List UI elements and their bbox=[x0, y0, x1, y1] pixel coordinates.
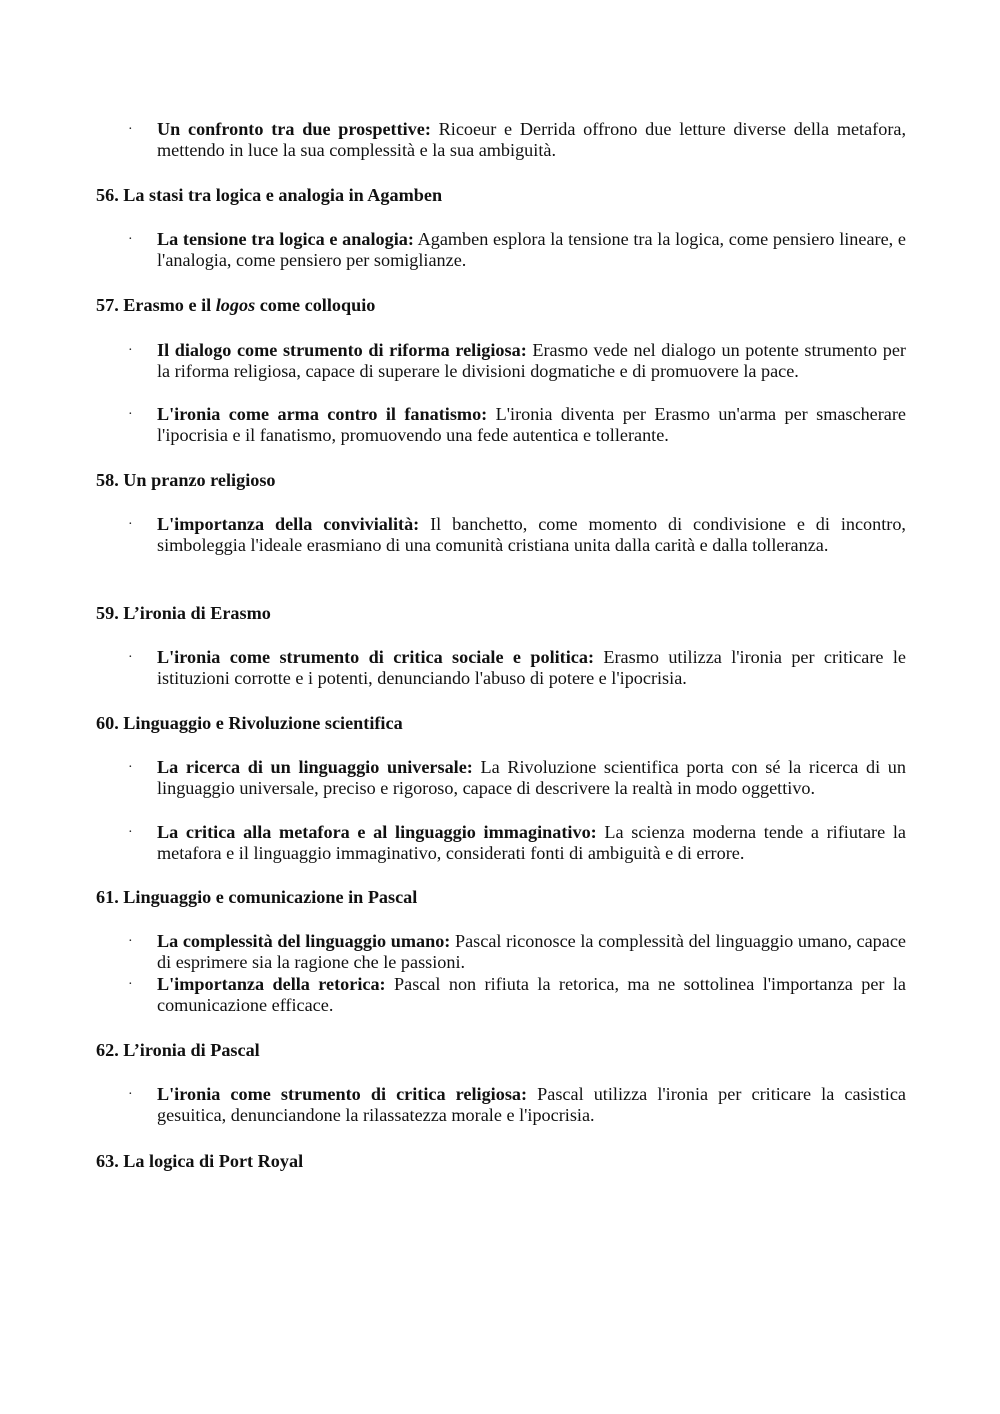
list-item-text bbox=[157, 757, 906, 799]
section-heading-59: 59. L’ironia di Erasmo bbox=[96, 603, 271, 623]
list-item-body: L'ironia diventa per Erasmo un'arma per smascherare l'ipocrisia e il fanatismo, promuovendo una fede autentica e tollerante. bbox=[157, 404, 907, 445]
list-item-term: La complessità del linguaggio umano: bbox=[157, 931, 451, 951]
list-item-term: La ricerca di un linguaggio universale: bbox=[157, 757, 473, 777]
list-item-body: Erasmo utilizza l'ironia per criticare le istituzioni corrotte e i potenti, denunciando l'abuso di potere e l'ipocrisia. bbox=[157, 647, 906, 688]
bullet-marker: · bbox=[128, 407, 133, 422]
list-item-term: La tensione tra logica e analogia: bbox=[157, 229, 414, 249]
bullet-marker: · bbox=[128, 343, 133, 358]
heading-text: 57. Erasmo e il bbox=[96, 295, 216, 315]
list-item-body: Pascal riconosce la complessità del linguaggio umano, capace di esprimere sia la ragione che le passioni. bbox=[157, 931, 906, 972]
list-item-body: Pascal utilizza l'ironia per criticare la casistica gesuitica, denunciandone la rilassatezza morale e l'ipocrisia. bbox=[157, 1084, 906, 1125]
section-heading-60: 60. Linguaggio e Rivoluzione scientifica bbox=[96, 713, 403, 733]
list-item-term: Un confronto tra due prospettive: bbox=[157, 119, 431, 139]
bullet-marker: · bbox=[128, 517, 133, 532]
list-item-text bbox=[157, 822, 906, 864]
list-item-text bbox=[157, 119, 906, 161]
list-item-term: L'importanza della convivialità: bbox=[157, 514, 420, 534]
bullet-marker: · bbox=[128, 934, 133, 949]
list-item-body: Ricoeur e Derrida offrono due letture diverse della metafora, mettendo in luce la sua complessità e la sua ambiguità. bbox=[157, 119, 906, 160]
list-item-term: L'ironia come strumento di critica sociale e politica: bbox=[157, 647, 595, 667]
list-item-term: La critica alla metafora e al linguaggio immaginativo: bbox=[157, 822, 597, 842]
list-item-body: La scienza moderna tende a rifiutare la metafora e il linguaggio immaginativo, considerati fonti di ambiguità e di errore. bbox=[157, 822, 906, 863]
bullet-marker: · bbox=[128, 1087, 133, 1102]
list-item-term: L'ironia come arma contro il fanatismo: bbox=[157, 404, 488, 424]
list-item-text bbox=[157, 647, 906, 689]
bullet-marker: · bbox=[128, 232, 133, 247]
list-item-text bbox=[157, 1084, 906, 1126]
list-item-body: Pascal non rifiuta la retorica, ma ne sottolinea l'importanza per la comunicazione efficace. bbox=[157, 974, 906, 1015]
list-item-term: L'ironia come strumento di critica religiosa: bbox=[157, 1084, 528, 1104]
list-item-text bbox=[157, 931, 906, 973]
list-item-text bbox=[157, 514, 906, 556]
section-heading-63: 63. La logica di Port Royal bbox=[96, 1151, 304, 1171]
list-item-text bbox=[157, 229, 906, 271]
list-item-text bbox=[157, 974, 906, 1016]
list-item-text bbox=[157, 340, 906, 382]
list-item-body: Il banchetto, come momento di condivisione e di incontro, simboleggia l'ideale erasmiano di una comunità cristiana unita dalla carità e dalla tolleranza. bbox=[157, 514, 906, 555]
list-item-body: La Rivoluzione scientifica porta con sé la ricerca di un linguaggio universale, preciso e rigoroso, capace di descrivere la realtà in modo oggettivo. bbox=[157, 757, 906, 798]
list-item-text bbox=[157, 404, 906, 446]
heading-text: come colloquio bbox=[255, 295, 376, 315]
list-item-body: Agamben esplora la tensione tra la logica, come pensiero lineare, e l'analogia, come pensiero per somiglianze. bbox=[157, 229, 906, 270]
section-heading-56: 56. La stasi tra logica e analogia in Agamben bbox=[96, 185, 443, 205]
list-item-term: Il dialogo come strumento di riforma religiosa: bbox=[157, 340, 527, 360]
list-item-term: L'importanza della retorica: bbox=[157, 974, 386, 994]
list-item-body: Erasmo vede nel dialogo un potente strumento per la riforma religiosa, capace di superare le divisioni dogmatiche e di promuovere la pace. bbox=[157, 340, 906, 381]
section-heading-62: 62. L’ironia di Pascal bbox=[96, 1040, 260, 1060]
section-heading-58: 58. Un pranzo religioso bbox=[96, 470, 276, 490]
bullet-marker: · bbox=[128, 977, 133, 992]
bullet-marker: · bbox=[128, 825, 133, 840]
section-heading-61: 61. Linguaggio e comunicazione in Pascal bbox=[96, 887, 418, 907]
bullet-marker: · bbox=[128, 122, 133, 137]
heading-italic-term: logos bbox=[215, 295, 256, 315]
section-heading-57 bbox=[96, 294, 375, 316]
bullet-marker: · bbox=[128, 760, 133, 775]
bullet-marker: · bbox=[128, 650, 133, 665]
